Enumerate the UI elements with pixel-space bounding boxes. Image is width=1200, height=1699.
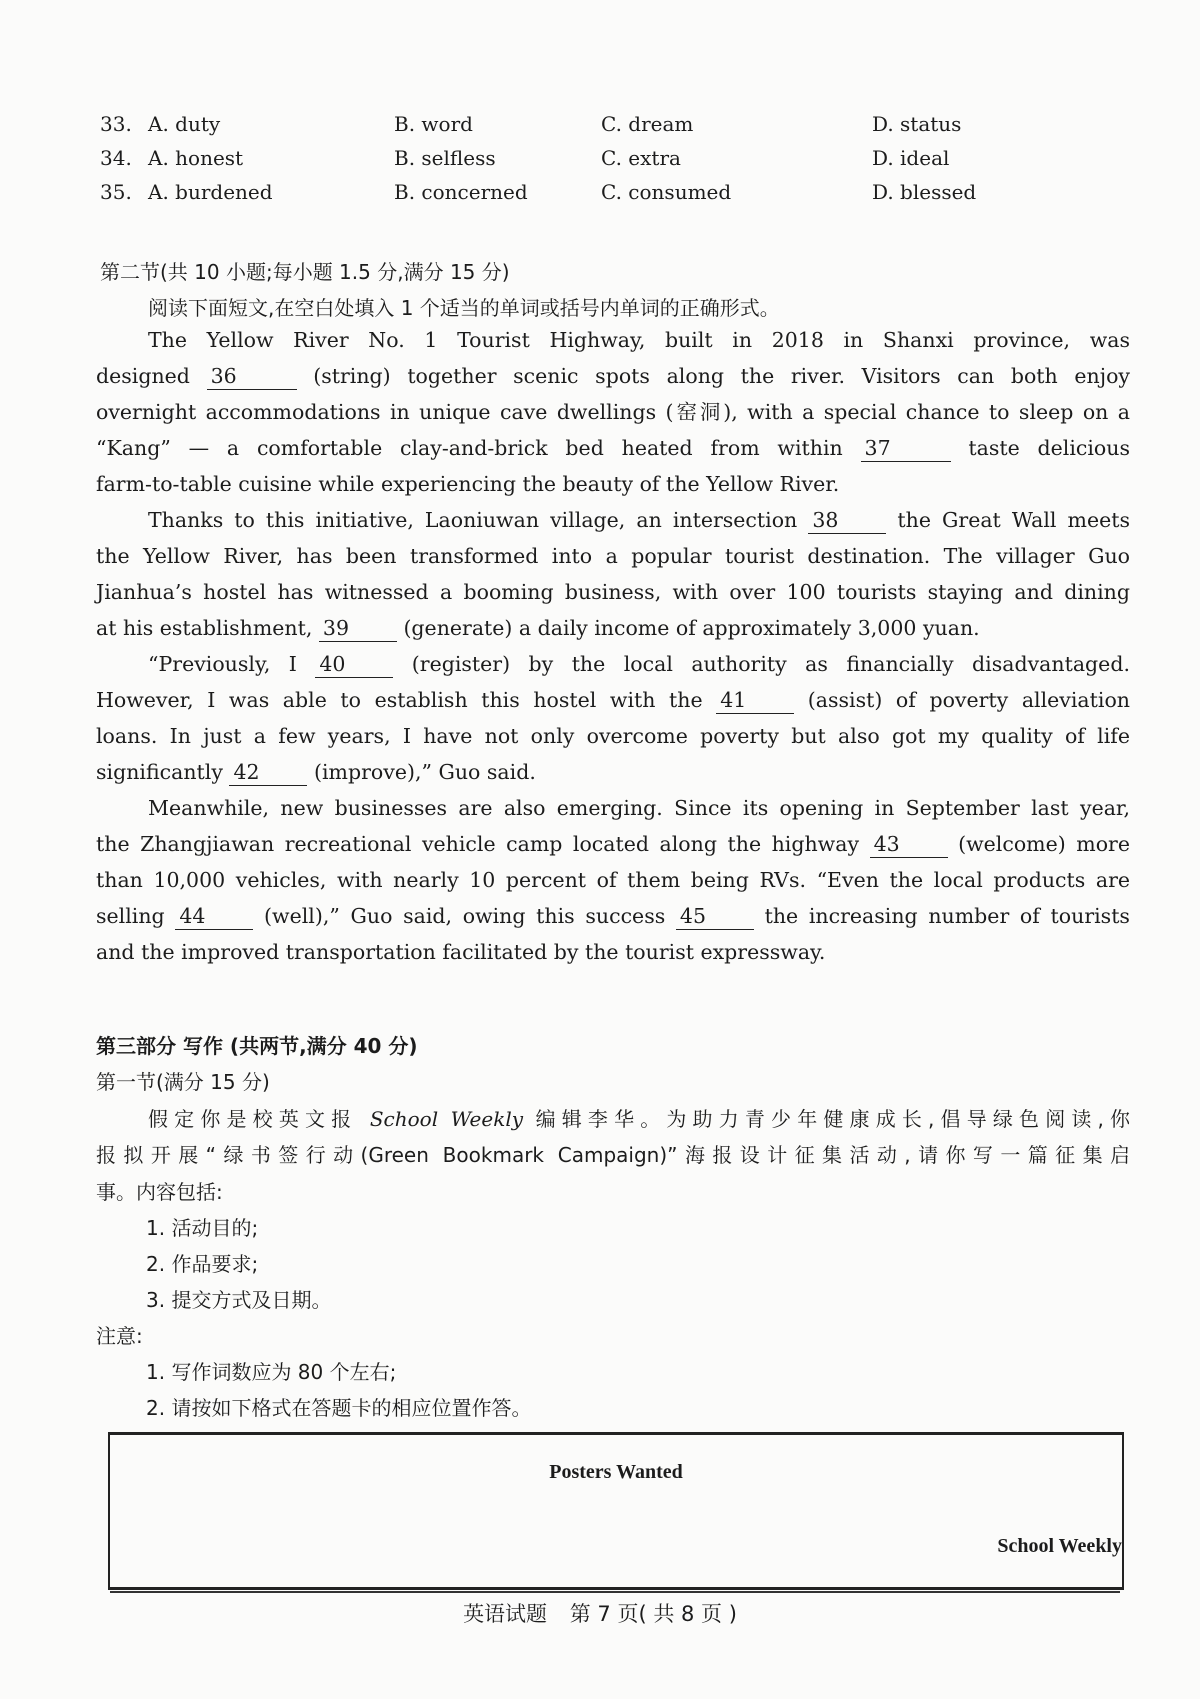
section2-heading: 第二节(共 10 小题;每小题 1.5 分,满分 15 分): [100, 260, 510, 284]
blank-45[interactable]: 45: [676, 903, 754, 930]
part3-subheading: 第一节(满分 15 分): [96, 1070, 270, 1094]
page-number: 第 7 页( 共 8 页 ): [569, 1602, 737, 1626]
option-b: B. concerned: [394, 180, 528, 204]
option-c: C. dream: [601, 112, 694, 136]
passage-line: However, I was able to establish this hostel with the 41 (assist) of poverty alleviation: [96, 688, 1130, 712]
passage-line: and the improved transportation facilitated by the tourist expressway.: [96, 940, 826, 964]
page-footer: [0, 1598, 1200, 1628]
content-item: 2. 作品要求;: [146, 1252, 259, 1276]
passage-line: loans. In just a few years, I have not only overcome poverty but also got my quality of life: [96, 724, 1130, 748]
poster-signature: School Weekly: [997, 1535, 1122, 1557]
passage-line: designed 36 (string) together scenic spots along the river. Visitors can both enjoy: [96, 364, 1130, 388]
question-number: 35.: [100, 180, 132, 204]
blank-42[interactable]: 42: [229, 759, 307, 786]
passage-line: Thanks to this initiative, Laoniuwan village, an intersection 38 the Great Wall meets: [148, 508, 1130, 532]
option-d: D. ideal: [872, 146, 950, 170]
blank-43[interactable]: 43: [870, 831, 948, 858]
prompt-line: 事。内容包括:: [96, 1180, 223, 1204]
note-item: 1. 写作词数应为 80 个左右;: [146, 1360, 397, 1384]
option-b: B. word: [394, 112, 473, 136]
prompt-line: 假定你是校英文报 School Weekly 编辑李华。为助力青少年健康成长,倡导绿色阅读,你: [148, 1107, 1131, 1131]
blank-39[interactable]: 39: [319, 615, 397, 642]
passage-line: Meanwhile, new businesses are also emerging. Since its opening in September last year,: [148, 796, 1130, 820]
notes-label: 注意:: [96, 1324, 143, 1348]
passage-line: significantly 42 (improve),” Guo said.: [96, 760, 536, 784]
option-c: C. extra: [601, 146, 681, 170]
option-row-35: [100, 180, 1000, 214]
blank-37[interactable]: 37: [861, 435, 951, 462]
newspaper-name: School Weekly: [369, 1107, 524, 1131]
question-number: 34.: [100, 146, 132, 170]
footer-divider: [110, 1591, 1120, 1593]
option-b: B. selfless: [394, 146, 496, 170]
option-d: D. blessed: [872, 180, 977, 204]
note-item: 2. 请按如下格式在答题卡的相应位置作答。: [146, 1396, 532, 1420]
passage-line: at his establishment, 39 (generate) a daily income of approximately 3,000 yuan.: [96, 616, 980, 640]
blank-38[interactable]: 38: [808, 507, 886, 534]
poster-title: Posters Wanted: [549, 1461, 683, 1483]
blank-40[interactable]: 40: [315, 651, 393, 678]
option-c: C. consumed: [601, 180, 732, 204]
part3-heading: 第三部分 写作 (共两节,满分 40 分): [96, 1034, 418, 1058]
passage-line: overnight accommodations in unique cave dwellings (窑洞), with a special chance to sleep on a: [96, 400, 1130, 424]
passage-line: the Yellow River, has been transformed into a popular tourist destination. The villager Guo: [96, 544, 1130, 568]
passage-line: selling 44 (well),” Guo said, owing this success 45 the increasing number of tourists: [96, 904, 1130, 928]
option-a: A. burdened: [148, 180, 273, 204]
option-d: D. status: [872, 112, 962, 136]
blank-36[interactable]: 36: [207, 363, 297, 390]
option-a: A. duty: [148, 112, 221, 136]
option-row-33: [100, 112, 1000, 146]
passage-line: “Kang” — a comfortable clay-and-brick bed heated from within 37 taste delicious: [96, 436, 1130, 460]
content-item: 1. 活动目的;: [146, 1216, 259, 1240]
blank-41[interactable]: 41: [716, 687, 794, 714]
passage-line: the Zhangjiawan recreational vehicle camp located along the highway 43 (welcome) more: [96, 832, 1130, 856]
passage-line: Jianhua’s hostel has witnessed a booming business, with over 100 tourists staying and dining: [96, 580, 1130, 604]
cloze-options: [100, 112, 1000, 214]
option-a: A. honest: [148, 146, 244, 170]
passage-line: farm-to-table cuisine while experiencing the beauty of the Yellow River.: [96, 472, 840, 496]
subject-label: 英语试题: [463, 1602, 548, 1626]
passage-line: “Previously, I 40 (register) by the local authority as financially disadvantaged.: [148, 652, 1130, 676]
option-row-34: [100, 146, 1000, 180]
question-number: 33.: [100, 112, 132, 136]
passage-line: than 10,000 vehicles, with nearly 10 percent of them being RVs. “Even the local products are: [96, 868, 1130, 892]
passage-line: The Yellow River No. 1 Tourist Highway, built in 2018 in Shanxi province, was: [148, 328, 1130, 352]
section2-instruction: 阅读下面短文,在空白处填入 1 个适当的单词或括号内单词的正确形式。: [148, 296, 780, 320]
content-item: 3. 提交方式及日期。: [146, 1288, 332, 1312]
blank-44[interactable]: 44: [175, 903, 253, 930]
answer-format-box: [108, 1432, 1124, 1590]
prompt-line: 报拟开展“绿书签行动(Green Bookmark Campaign)”海报设计征集活动,请你写一篇征集启: [96, 1143, 1130, 1167]
